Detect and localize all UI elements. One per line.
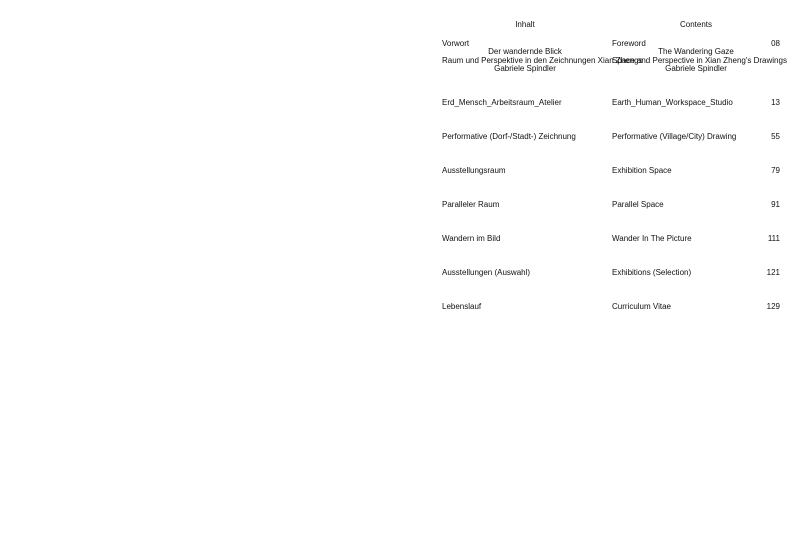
heading-contents: Contents: [679, 20, 713, 29]
foreword-de-author: Gabriele Spindler: [494, 64, 556, 73]
toc-entry-page-number: 111: [767, 234, 780, 243]
toc-entry-page-number: 91: [771, 200, 780, 209]
toc-entry-page-number: 121: [766, 268, 780, 277]
toc-entry-de-title: Lebenslauf: [442, 302, 482, 311]
toc-entry-en-title: Wander In The Picture: [612, 234, 692, 243]
toc-entry-page-number: 55: [771, 132, 780, 141]
toc-entry-de-title: Wandern im Bild: [442, 234, 501, 243]
toc-entry-de-title: Ausstellungsraum: [442, 166, 506, 175]
toc-entry-en-title: Exhibition Space: [612, 166, 672, 175]
toc-entry-en-title: Foreword: [612, 39, 646, 48]
toc-entry-de-title: Vorwort: [442, 39, 470, 48]
toc-entry-de-title: Ausstellungen (Auswahl): [442, 268, 531, 277]
toc-entry-page-number: 08: [771, 39, 780, 48]
foreword-de-subtitle-line-2: Raum und Perspektive in den Zeichnungen Xian Zhengs: [442, 56, 643, 65]
foreword-en-subtitle-line-2: Space and Perspective in Xian Zheng's Drawings: [612, 56, 787, 65]
toc-entry-en-title: Exhibitions (Selection): [612, 268, 692, 277]
heading-inhalt: Inhalt: [515, 20, 535, 29]
toc-entry-en-title: Performative (Village/City) Drawing: [612, 132, 737, 141]
toc-entry-de-title: Paralleler Raum: [442, 200, 500, 209]
toc-entry-page-number: 13: [771, 98, 780, 107]
toc-entry-page-number: 79: [771, 166, 780, 175]
foreword-de-subtitle: Der wandernde Blick: [488, 47, 562, 56]
toc-entry-de-title: Performative (Dorf-/Stadt-) Zeichnung: [442, 132, 576, 141]
foreword-en-subtitle: The Wandering Gaze: [658, 47, 734, 56]
toc-entry-en-title: Parallel Space: [612, 200, 664, 209]
toc-entry-en-title: Curriculum Vitae: [612, 302, 671, 311]
toc-entry-page-number: 129: [766, 302, 780, 311]
toc-entry-en-title: Earth_Human_Workspace_Studio: [612, 98, 733, 107]
foreword-en-author: Gabriele Spindler: [665, 64, 727, 73]
toc-entry-de-title: Erd_Mensch_Arbeitsraum_Atelier: [442, 98, 562, 107]
